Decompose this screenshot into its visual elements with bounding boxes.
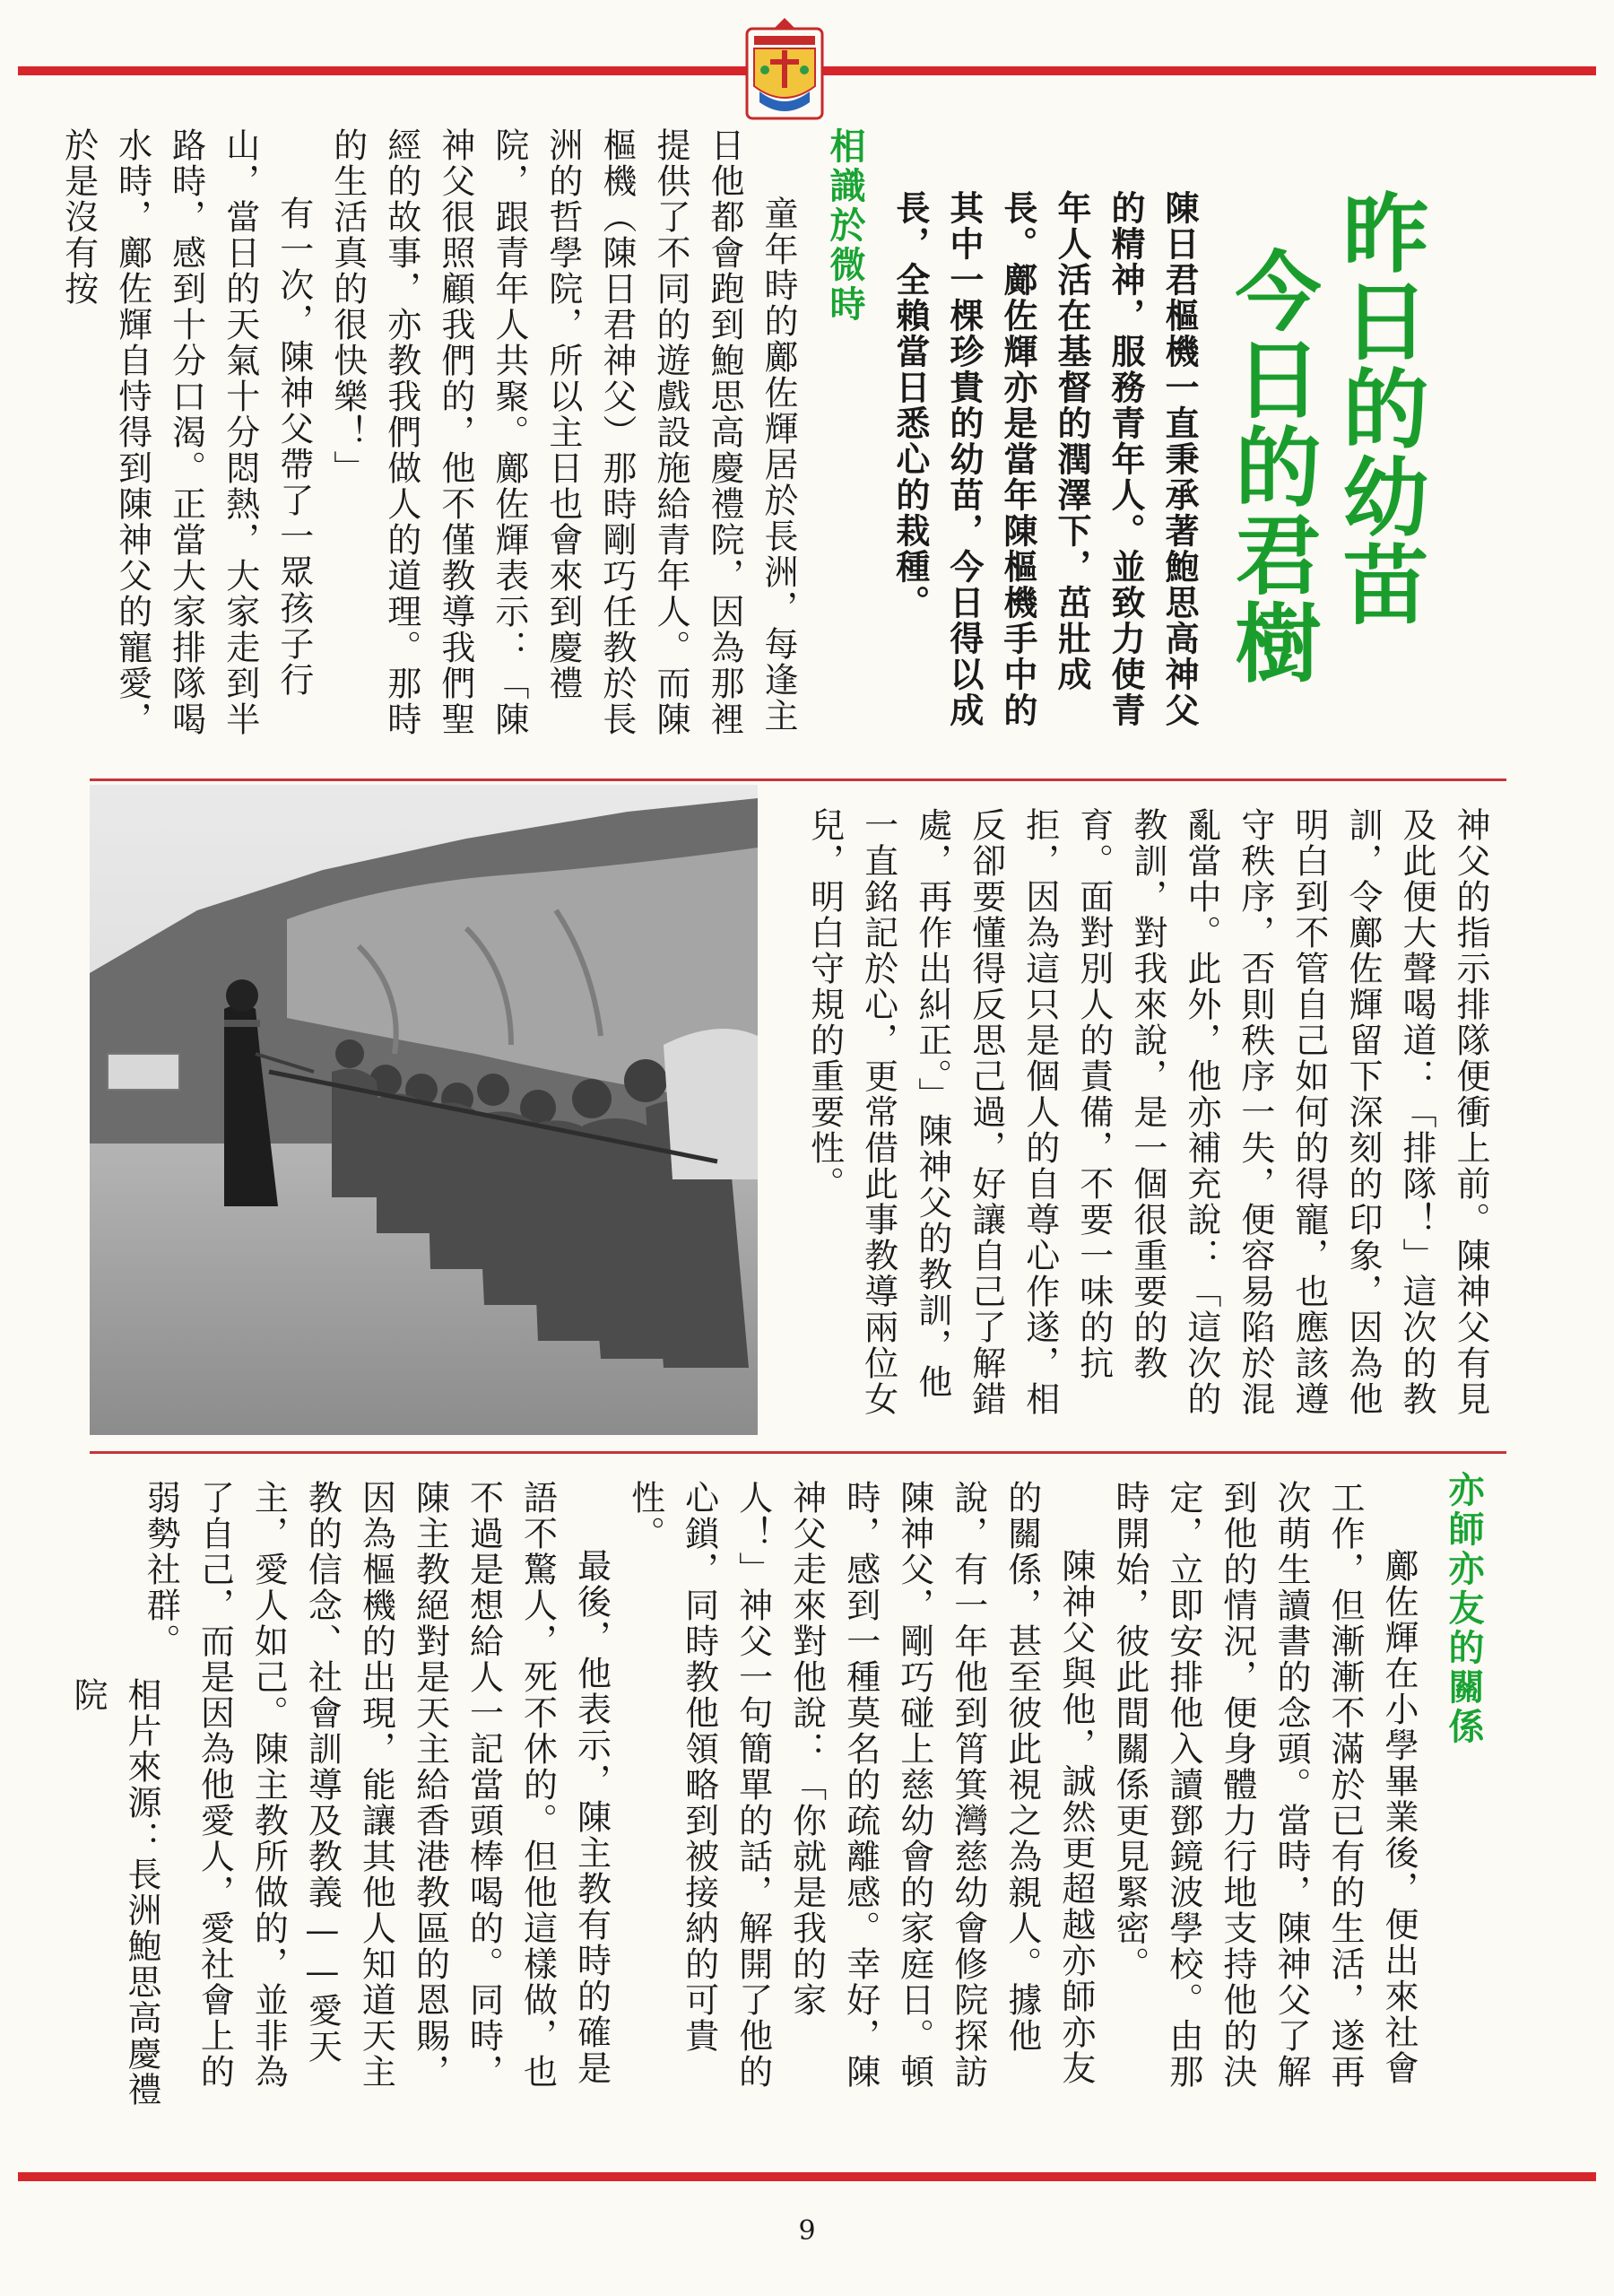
section1-continuation-body	[804, 807, 1497, 1426]
title-line2: 今日的君樹	[1221, 247, 1322, 686]
section2-paragraph-1: 鄺佐輝在小學畢業後，便出來社會工作，但漸漸不滿於已有的生活，遂再次萌生讀書的念頭。當時，陳神父了解到他的情況，便身體力行地支持他的決定，立即安排他入讀鄧鏡波學校。由那時開始，彼此間關係更見緊密。	[1109, 1480, 1419, 2090]
section1-continuation-paragraph: 神父的指示排隊便衝上前。陳神父有見及此便大聲喝道：「排隊！」這次的教訓，令鄺佐輝留下深刻的印象，因為他明白到不管自己如何的得寵，也應該遵守秩序，否則秩序一失，便容易陷於混亂當中。此外，他亦補充說：「這次的教訓，對我來說，是一個很重要的教育。面對別人的責備，不要一味的抗拒，因為這只是個人的自尊心作遂，相反卻要懂得反思己過，好讓自己了解錯處，再作出糾正。」陳神父的教訓，他一直銘記於心，更常借此事教導兩位女兒，明白守規的重要性。	[804, 807, 1490, 1417]
crest-emblem	[742, 16, 828, 122]
page-number: 9	[798, 2215, 816, 2247]
section2-heading: 亦師亦友的關係	[1443, 1471, 1484, 1747]
middle-divider-top	[90, 778, 1506, 781]
bottom-red-rule	[18, 2172, 1596, 2181]
section1-paragraph-1: 童年時的鄺佐輝居於長洲，每逢主日他都會跑到鮑思高慶禮院，因為那裡提供了不同的遊戲設施給青年人。而陳樞機（陳日君神父）那時剛巧任教於長洲的哲學院，所以主日也會來到慶禮院，跟青年人共聚。鄺佐輝表示：「陳神父很照顧我們的，他不僅教導我們聖經的故事，亦教我們做人的道理。那時的生活真的很快樂！」	[327, 127, 798, 737]
title-line1: 昨日的幼苗	[1329, 188, 1429, 628]
section1-heading: 相識於微時	[824, 127, 865, 325]
section2-paragraph-2: 陳神父與他，誠然更超越亦師亦友的關係，甚至彼此視之為親人。據他說，有一年他到筲箕灣慈幼會修院探訪陳神父，剛巧碰上慈幼會的家庭日。頓時，感到一種莫名的疏離感。幸好，陳神父走來對他說：「你就是我的家人！」神父一句簡單的話，解開了他的心鎖，同時教他領略到被接納的可貴性。	[625, 1480, 1096, 2090]
middle-divider-bottom	[90, 1451, 1506, 1454]
section1-paragraph-2: 有一次，陳神父帶了一眾孩子行山，當日的天氣十分悶熱，大家走到半路時，感到十分口渴。正當大家排隊喝水時，鄺佐輝自恃得到陳神父的寵愛，於是沒有按	[58, 127, 314, 737]
historical-photo	[90, 785, 758, 1435]
intro-paragraph: 陳日君樞機一直秉承著鮑思高神父的精神，服務青年人。並致力使青年人活在基督的潤澤下，茁壯成長。鄺佐輝亦是當年陳樞機手中的其中一棵珍貴的幼苗，今日得以成長，全賴當日悉心的栽種。	[889, 190, 1199, 728]
section1-body	[58, 127, 805, 755]
section2-paragraph-3: 最後，他表示，陳主教有時的確是語不驚人，死不休的。但他這樣做，也不過是想給人一記當頭棒喝的。同時，陳主教絕對是天主給香港教區的恩賜，因為樞機的出現，能讓其他人知道天主教的信念、社會訓導及教義——愛天主，愛人如己。陳主教所做的，並非為了自己，而是因為他愛人，愛社會上的弱勢社群。	[141, 1480, 612, 2090]
photo-credit: 相片來源：長洲鮑思高慶禮院	[67, 1677, 161, 2108]
photo-illustration	[90, 785, 758, 1435]
section2-body	[141, 1480, 1426, 2108]
